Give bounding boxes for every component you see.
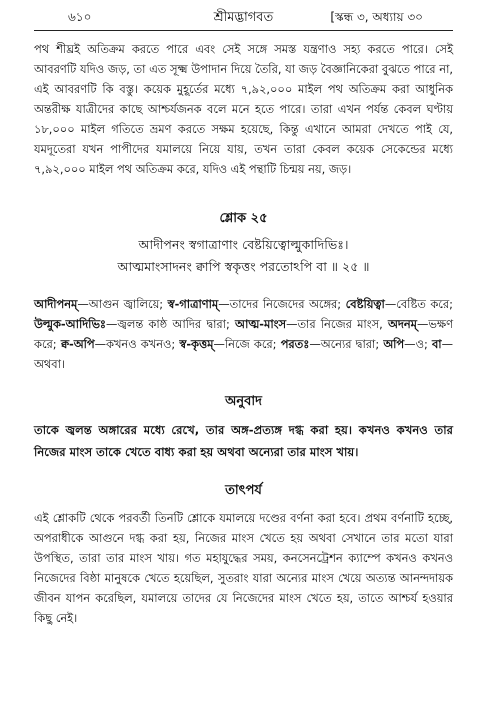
synonym-item <box>346 297 453 311</box>
synonym-term: পরতঃ <box>280 337 310 351</box>
synonyms-paragraph <box>34 294 453 374</box>
synonym-term: আত্ম-মাংস <box>235 317 287 331</box>
synonym-term: আদীপনম্ <box>34 297 78 311</box>
verse-line-2: আত্মমাংসাদনং ক্বাপি স্বকৃত্তং পরতোঽপি বা ॥ ২৫ ॥ <box>117 259 370 274</box>
synonym-item <box>61 337 180 351</box>
synonym-item <box>179 337 280 351</box>
synonym-meaning: —নিজে করে; <box>213 337 281 351</box>
page-number: ৬১০ <box>68 10 92 24</box>
chapter-reference: [স্কন্ধ ৩, অধ্যায় ৩০ <box>330 10 423 24</box>
synonym-meaning: —তার নিজের মাংস, <box>286 317 389 331</box>
synonym-term: স্ব-গাত্রাণাম্ <box>167 297 219 311</box>
synonym-item <box>34 317 235 331</box>
purport-text: এই শ্লোকটি থেকে পরবর্তী তিনটি শ্লোকে যমালয়ে দণ্ডের বর্ণনা করা হবে। প্রথম বর্ণনাটি হচ্ছে, অপরাধীকে আগুনে দগ্ধ করা হয়, নিজের মাংস খেতে হয় অথবা সেখানে তার মতো যারা উপস্থিত, তারা তার মাংস খায়। গত মহাযুদ্ধের সময়, কনসেনট্রেশন ক্যাম্পে কখনও কখনও নিজেদের বিষ্ঠা মানুষকে খেতে হয়েছিল, সুতরাং যারা অন্যের মাংস খেয়ে অত্যন্ত আনন্দদায়ক জীবন যাপন করেছিল, যমালয়ে তাদের যে নিজেদের মাংস খেতে হয়, তাতে আশ্চর্য হওয়ার কিছু নেই। <box>34 511 453 625</box>
synonym-term: বা <box>431 337 442 351</box>
synonym-term: বেষ্টয়িত্বা <box>345 297 385 311</box>
translation-text: তাকে জ্বলন্ত অঙ্গারের মধ্যে রেখে, তার অঙ্গ-প্রত্যঙ্গ দগ্ধ করা হয়। কখনও কখনও তার নিজের মাংস তাকে খেতে বাধ্য করা হয় অথবা অন্যেরা তার মাংস খায়। <box>34 423 453 459</box>
verse-line-1: আদীপনং স্বগাত্রাণাং বেষ্টয়িত্বোল্মুকাদিভিঃ। <box>138 237 349 252</box>
synonym-term: স্ব-কৃত্তম্ <box>179 337 214 351</box>
synonym-term: উল্মুক-আদিভিঃ <box>34 317 107 331</box>
synonym-meaning: —কখনও কখনও; <box>94 337 180 351</box>
synonym-meaning: —ভক্ষণ করে; <box>34 317 453 351</box>
synonym-item <box>383 337 432 351</box>
synonym-meaning: —ও; <box>404 337 432 351</box>
intro-paragraph: পথ শীঘ্রই অতিক্রম করতে পারে এবং সেই সঙ্গে সমস্ত যন্ত্রণাও সহ্য করতে পারে। সেই আবরণটি যদিও জড়, তা এত সূক্ষ্ম উপাদান দিয়ে তৈরি, যা জড় বৈজ্ঞানিকেরা বুঝতে পারে না, এই আবরণটি কি বস্তু। কয়েক মুহূর্তের মধ্যে ৭,৯২,০০০ মাইল পথ অতিক্রম করা আধুনিক অন্তরীক্ষ যাত্রীদের কাছে আশ্চর্যজনক বলে মনে হতে পারে। তারা এখন পর্যন্ত কেবল ঘণ্টায় ১৮,০০০ মাইল গতিতে ভ্রমণ করতে সক্ষম হয়েছে, কিন্তু এখানে আমরা দেখতে পাই যে, যমদূতেরা যখন পাপীদের যমালয়ে নিয়ে যায়, তখন তারা কেবল কয়েক সেকেন্ডের মধ্যে ৭,৯২,০০০ মাইল পথ অতিক্রম করে, যদিও এই পন্থাটি চিন্ময় নয়, জড়। <box>34 42 453 176</box>
synonym-meaning: —জ্বলন্ত কাষ্ঠ আদির দ্বারা; <box>106 317 236 331</box>
synonym-item <box>235 317 388 331</box>
synonym-meaning: —অথবা। <box>34 337 453 371</box>
synonym-meaning: —আগুন জ্বালিয়ে; <box>77 297 168 311</box>
translation-heading: অনুবাদ <box>225 394 262 409</box>
synonym-term: অদনম্ <box>388 317 417 331</box>
synonym-item <box>34 297 168 311</box>
synonym-term: অপি <box>383 337 405 351</box>
synonym-item <box>168 297 346 311</box>
synonym-meaning: —বেষ্টিত করে; <box>384 297 453 311</box>
verse-heading: শ্লোক ২৫ <box>219 211 268 226</box>
synonym-item <box>281 337 384 351</box>
book-title: শ্রীমদ্ভাগবত <box>213 10 274 25</box>
synonym-term: ক্ব-অপি <box>60 337 95 351</box>
synonym-meaning: —তাদের নিজেদের অঙ্গের; <box>218 297 346 311</box>
header-rule <box>34 30 453 31</box>
purport-heading: তাৎপর্য <box>225 483 262 498</box>
page-header <box>34 0 453 30</box>
synonym-meaning: —অন্যের দ্বারা; <box>309 337 384 351</box>
